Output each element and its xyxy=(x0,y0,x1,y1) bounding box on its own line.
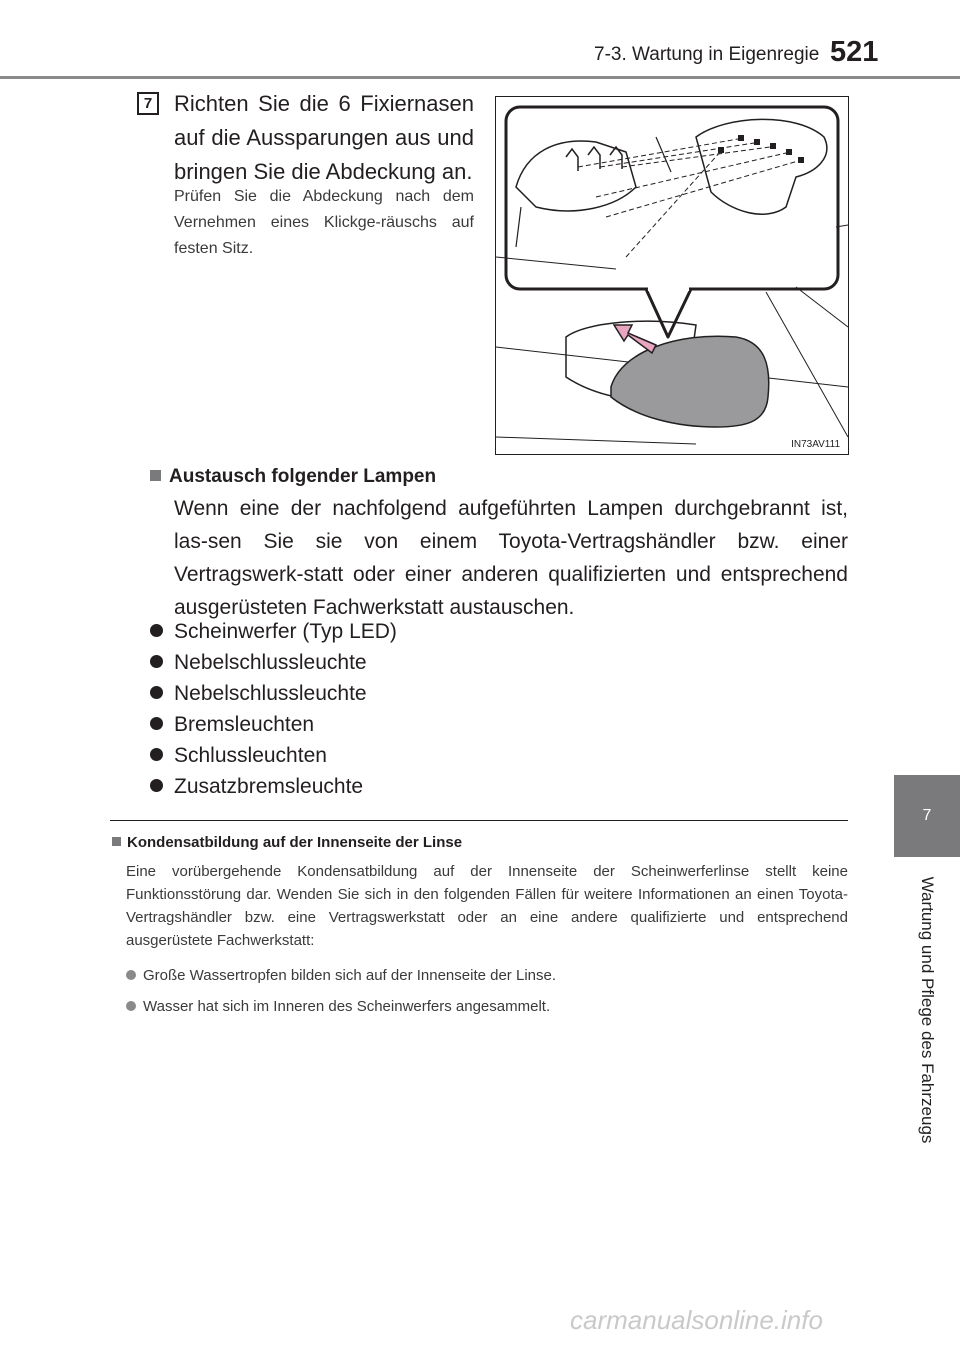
list-item: Bremsleuchten xyxy=(150,709,397,740)
step-number-box: 7 xyxy=(137,92,159,115)
section-divider xyxy=(110,820,848,821)
bullet-icon xyxy=(150,717,163,730)
list-item: Scheinwerfer (Typ LED) xyxy=(150,616,397,647)
lamps-heading: Austausch folgender Lampen xyxy=(150,466,436,488)
push-direction-arrow xyxy=(614,325,656,353)
figure-code: IN73AV111 xyxy=(791,439,840,450)
chapter-label: Wartung und Pflege des Fahrzeugs xyxy=(918,876,937,1144)
note-paragraph: Eine vorübergehende Kondensatbildung auf der Innenseite der Scheinwerferlinse stellt keine Funktionsstörung dar. Wenden Sie sich in den folgenden Fällen für weitere Informationen an einen Toyota-Vertragshändler bzw. eine Vertragswerkstatt oder an eine andere qualifizierte und entsprechend ausgerüstete Fachwerkstatt: xyxy=(126,863,848,949)
header-rule xyxy=(0,76,960,79)
lamps-paragraph: Wenn eine der nachfolgend aufgeführten Lampen durchgebrannt ist, las-sen Sie sie von einem Toyota-Vertragshändler bzw. einer Vertragswerk-statt oder einer anderen qualifizierten und entsprechend ausgerüsteten Fachwerkstatt austauschen. xyxy=(174,497,848,619)
square-bullet-icon xyxy=(150,470,161,481)
square-bullet-icon xyxy=(112,837,121,846)
mirror-cover-installed xyxy=(611,336,769,427)
step-instruction: Richten Sie die 6 Fixiernasen auf die Aussparungen aus und bringen Sie die Abdeckung an. xyxy=(174,91,474,184)
bullet-icon xyxy=(150,779,163,792)
list-item: Zusatzbremsleuchte xyxy=(150,771,397,802)
bullet-icon xyxy=(150,655,163,668)
list-item: Schlussleuchten xyxy=(150,740,397,771)
section-title: 7-3. Wartung in Eigenregie xyxy=(594,44,820,65)
mirror-cover-illustration xyxy=(495,96,849,455)
bullet-icon xyxy=(126,970,136,980)
list-item: Nebelschlussleuchte xyxy=(150,647,397,678)
list-item: Wasser hat sich im Inneren des Scheinwerfers angesammelt. xyxy=(126,995,556,1026)
watermark: carmanualsonline.info xyxy=(570,1305,823,1335)
list-item: Große Wassertropfen bilden sich auf der Innenseite der Linse. xyxy=(126,964,556,995)
bullet-icon xyxy=(150,686,163,699)
lamp-list xyxy=(150,616,397,802)
note-heading: Kondensatbildung auf der Innenseite der Linse xyxy=(112,834,462,851)
callout-pointer xyxy=(646,289,691,337)
bullet-icon xyxy=(150,624,163,637)
step-note: Prüfen Sie die Abdeckung nach dem Vernehmen eines Klickge-räuschs auf festen Sitz. xyxy=(174,188,474,257)
callout-gap xyxy=(648,283,689,291)
page-number: 521 xyxy=(830,36,879,68)
mirror-cover-drawing xyxy=(496,97,848,454)
bullet-icon xyxy=(150,748,163,761)
note-list xyxy=(126,964,556,1026)
chapter-tab[interactable]: 7 xyxy=(894,775,960,857)
list-item: Nebelschlussleuchte xyxy=(150,678,397,709)
bullet-icon xyxy=(126,1001,136,1011)
